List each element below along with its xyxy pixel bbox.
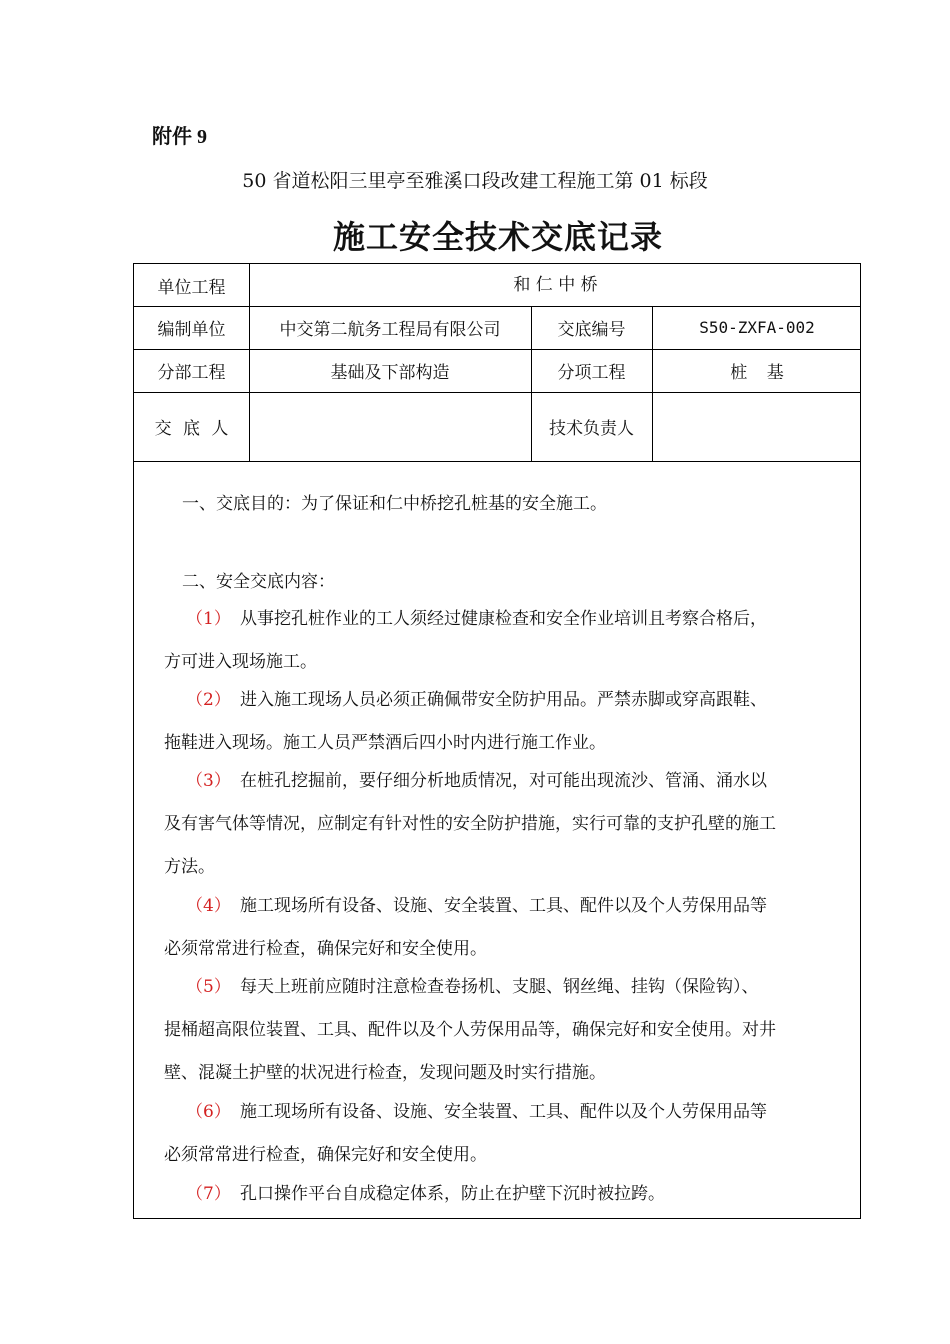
unit-project-value: 和 仁 中 桥 (513, 274, 598, 295)
subdivision-value: 桩 基 (730, 363, 784, 383)
subdivision-label: 分项工程 (557, 363, 626, 383)
project-title: 50 省道松阳三里亭至雅溪口段改建工程施工第 01 标段 (242, 170, 708, 192)
item-number: （2） (186, 690, 231, 710)
item-text: 每天上班前应随时注意检查卷扬机、支腿、钢丝绳、挂钩（保险钩）、 (240, 977, 759, 997)
item-text: 在桩孔挖掘前，要仔细分析地质情况，对可能出现流沙、管涌、涌水以 (240, 771, 767, 791)
content-heading: 二、安全交底内容： (182, 572, 335, 592)
briefing-number-label: 交底编号 (557, 320, 626, 340)
list-item (186, 679, 767, 721)
attachment-label: 附件 9 (152, 126, 207, 148)
item-text: 施工现场所有设备、设施、安全装置、工具、配件以及个人劳保用品等 (240, 896, 767, 916)
list-item (186, 1173, 665, 1215)
briefer-label: 交 底 人 (154, 419, 229, 439)
compiling-unit-value: 中交第二航务工程局有限公司 (279, 320, 501, 340)
item-text: 壁、混凝土护壁的状况进行检查，发现问题及时实行措施。 (164, 1063, 606, 1083)
item-number: （4） (186, 896, 231, 916)
item-number: （1） (186, 609, 231, 629)
list-item (186, 885, 767, 927)
item-text: 提桶超高限位装置、工具、配件以及个人劳保用品等，确保完好和安全使用。对井 (164, 1020, 776, 1040)
item-number: （7） (186, 1184, 231, 1204)
list-item (186, 966, 759, 1008)
list-item (186, 760, 767, 802)
division-label: 分部工程 (157, 363, 226, 383)
item-text: 方可进入现场施工。 (164, 652, 317, 672)
item-number: （5） (186, 977, 231, 997)
briefing-number-value: S50-ZXFA-002 (699, 318, 815, 337)
list-item (186, 1091, 767, 1133)
purpose-text: 一、交底目的：为了保证和仁中桥挖孔桩基的安全施工。 (182, 494, 607, 514)
tech-lead-label: 技术负责人 (549, 419, 634, 439)
item-text: 必须常常进行检查，确保完好和安全使用。 (164, 939, 487, 959)
unit-project-label: 单位工程 (157, 277, 226, 298)
list-item (186, 598, 767, 640)
item-text: 孔口操作平台自成稳定体系，防止在护壁下沉时被拉跨。 (240, 1184, 665, 1204)
briefing-content (164, 0, 864, 1344)
division-value: 基础及下部构造 (330, 363, 450, 383)
item-number: （3） (186, 771, 231, 791)
item-text: 施工现场所有设备、设施、安全装置、工具、配件以及个人劳保用品等 (240, 1102, 767, 1122)
item-number: （6） (186, 1102, 231, 1122)
item-text: 进入施工现场人员必须正确佩带安全防护用品。严禁赤脚或穿高跟鞋、 (240, 690, 767, 710)
item-text: 从事挖孔桩作业的工人须经过健康检查和安全作业培训且考察合格后， (240, 609, 767, 629)
item-text: 方法。 (164, 857, 215, 877)
compiling-unit-label: 编制单位 (157, 320, 226, 340)
item-text: 必须常常进行检查，确保完好和安全使用。 (164, 1145, 487, 1165)
item-text: 及有害气体等情况，应制定有针对性的安全防护措施，实行可靠的支护孔壁的施工 (164, 814, 776, 834)
document-title: 施工安全技术交底记录 (332, 218, 663, 256)
item-text: 拖鞋进入现场。施工人员严禁酒后四小时内进行施工作业。 (164, 733, 606, 753)
